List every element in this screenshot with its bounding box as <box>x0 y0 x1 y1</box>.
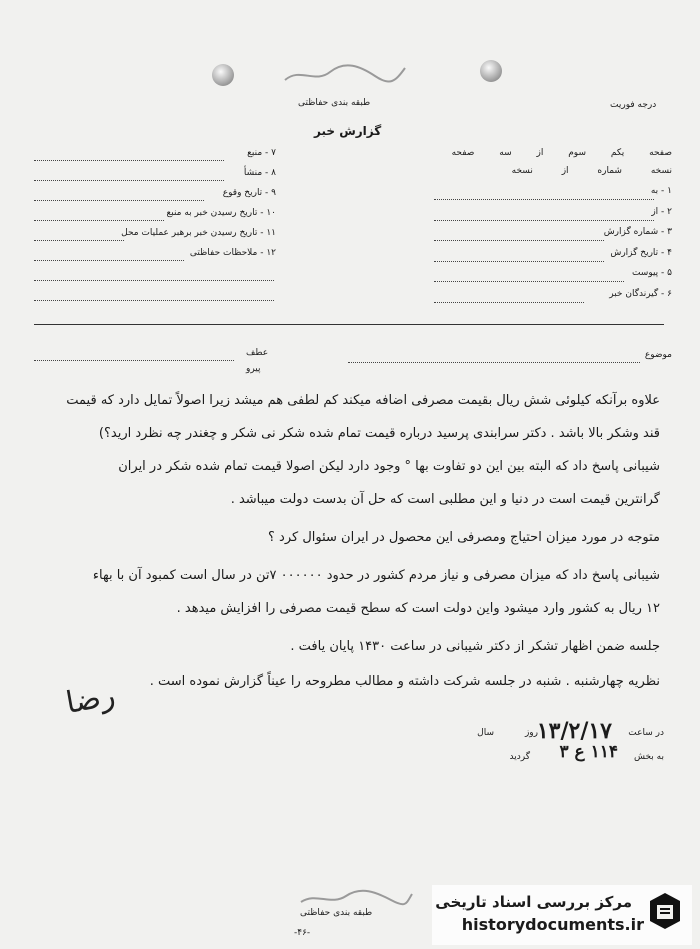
peyro-label: پیرو <box>246 364 261 374</box>
footer-classification-label: طبقه بندی حفاظتی <box>300 908 373 918</box>
field-attachment-line <box>434 281 624 282</box>
scribble-stamp-bottom <box>296 888 416 910</box>
field-source-receipt-line <box>34 220 164 221</box>
form-number: -۴۶- <box>294 928 311 938</box>
field-recipients: ۶ - گیرندگان خبر <box>609 289 672 299</box>
field-ops-receipt-date: ۱۱ - تاریخ رسیدن خبر برهبر عملیات محل <box>121 228 276 238</box>
receipt-line2-suffix: گردید <box>509 752 530 762</box>
field-security-notes-line <box>34 260 184 261</box>
body-paragraph-line: نظریه چهارشنبه . شنبه در جلسه شرکت داشته و مطالب مطروحه را عیناً گزارش نموده است . <box>149 674 660 689</box>
field-occurrence-date-line <box>34 200 204 201</box>
field-origin-line <box>34 180 224 181</box>
archive-url[interactable]: historydocuments.ir <box>461 915 644 934</box>
body-paragraph-line: علاوه برآنکه کیلوئی شش ریال بقیمت مصرفی اضافه میکند کم لطفی هم میشد زیرا اصولاً تمایل دارد که قیمت <box>66 393 660 408</box>
receipt-line2-prefix: به بخش <box>634 752 664 762</box>
field-origin: ۸ - منشأ <box>243 168 276 178</box>
punch-hole-right <box>480 60 502 82</box>
extra-line-2 <box>34 300 274 301</box>
field-attachment: ۵ - پیوست <box>631 268 672 278</box>
field-security-notes: ۱۲ - ملاحظات حفاظتی <box>189 248 276 258</box>
extra-line-1 <box>34 280 274 281</box>
field-report-number-line <box>434 240 604 241</box>
field-recipients-line <box>434 302 584 303</box>
field-report-date-line <box>434 261 604 262</box>
receipt-stamp <box>444 718 664 768</box>
field-from-line <box>434 220 654 221</box>
body-paragraph-line: قند وشکر بالا باشد . دکتر سرابندی پرسید درباره قیمت تمام شده شکر نی شکر و چغندر چه نظرد ارید؟) <box>98 426 660 441</box>
body-paragraph-line: شیبانی پاسخ داد که البته بین این دو تفاوت بها ° وجود دارد لیکن اصولا قیمت تمام شده شکر در ایران <box>118 459 660 474</box>
body-paragraph-line: شیبانی پاسخ داد که میزان مصرفی و نیاز مردم کشور در حدود ۰۰۰۰۰۰ ۷تن در سال است کمبود آن با بهاء <box>92 568 660 583</box>
field-from: ۲ - از <box>651 207 672 217</box>
subject-line <box>348 362 640 363</box>
field-report-number: ۳ - شماره گزارش <box>603 227 672 237</box>
scribble-stamp-top <box>280 62 410 88</box>
signature: رضا <box>63 678 118 721</box>
receipt-line1-prefix: در ساعت <box>628 728 664 738</box>
page-info-line: صفحه یکم سوم از سه صفحه <box>451 148 672 158</box>
body-paragraph-line: جلسه ضمن اظهار تشکر از دکتر شیبانی در ساعت ۱۴۳۰ پایان یافت . <box>290 639 660 654</box>
field-to: ۱ - به <box>650 186 672 196</box>
archive-title: مرکز بررسی اسناد تاریخی <box>435 893 632 911</box>
archive-watermark <box>432 885 692 945</box>
receipt-line1-day: روز <box>524 728 538 738</box>
field-source: ۷ - منبع <box>247 148 276 158</box>
field-to-line <box>434 199 654 200</box>
receipt-line1-hand: ۱۳/۲/۱۷ <box>536 718 612 744</box>
body-paragraph-line: گرانترین قیمت است در دنیا و این مطلبی است که حل آن بدست دولت میباشد . <box>230 492 660 507</box>
body-paragraph-line: متوجه در مورد میزان احتیاج ومصرفی این محصول در ایران سئوال کرد ؟ <box>268 530 660 545</box>
subject-label: موضوع <box>644 350 672 360</box>
classification-label: طبقه بندی حفاظتی <box>298 98 371 108</box>
archive-logo-icon <box>646 891 684 931</box>
page-title: گزارش خبر <box>314 124 382 138</box>
receipt-line2-hand: ۱۱۴ ع ۳ <box>559 742 618 762</box>
body-paragraph-line: ۱۲ ریال به کشور وارد میشود واین دولت است که سطح قیمت مصرفی را افزایش میدهد . <box>176 601 660 616</box>
field-source-line <box>34 160 224 161</box>
copy-info-line: نسخه شماره از نسخه <box>511 166 672 176</box>
field-report-date: ۴ - تاریخ گزارش <box>610 248 672 258</box>
header-separator <box>34 324 664 325</box>
punch-hole-left <box>212 64 234 86</box>
urgency-label: درجه فوریت <box>610 100 657 110</box>
atf-line <box>34 360 234 361</box>
field-source-receipt-date: ۱۰ - تاریخ رسیدن خبر به منبع <box>166 208 276 218</box>
atf-label: عطف <box>246 348 269 358</box>
receipt-line1-suffix: سال <box>477 728 494 738</box>
field-occurrence-date: ۹ - تاریخ وقوع <box>222 188 276 198</box>
field-ops-receipt-line <box>34 240 124 241</box>
